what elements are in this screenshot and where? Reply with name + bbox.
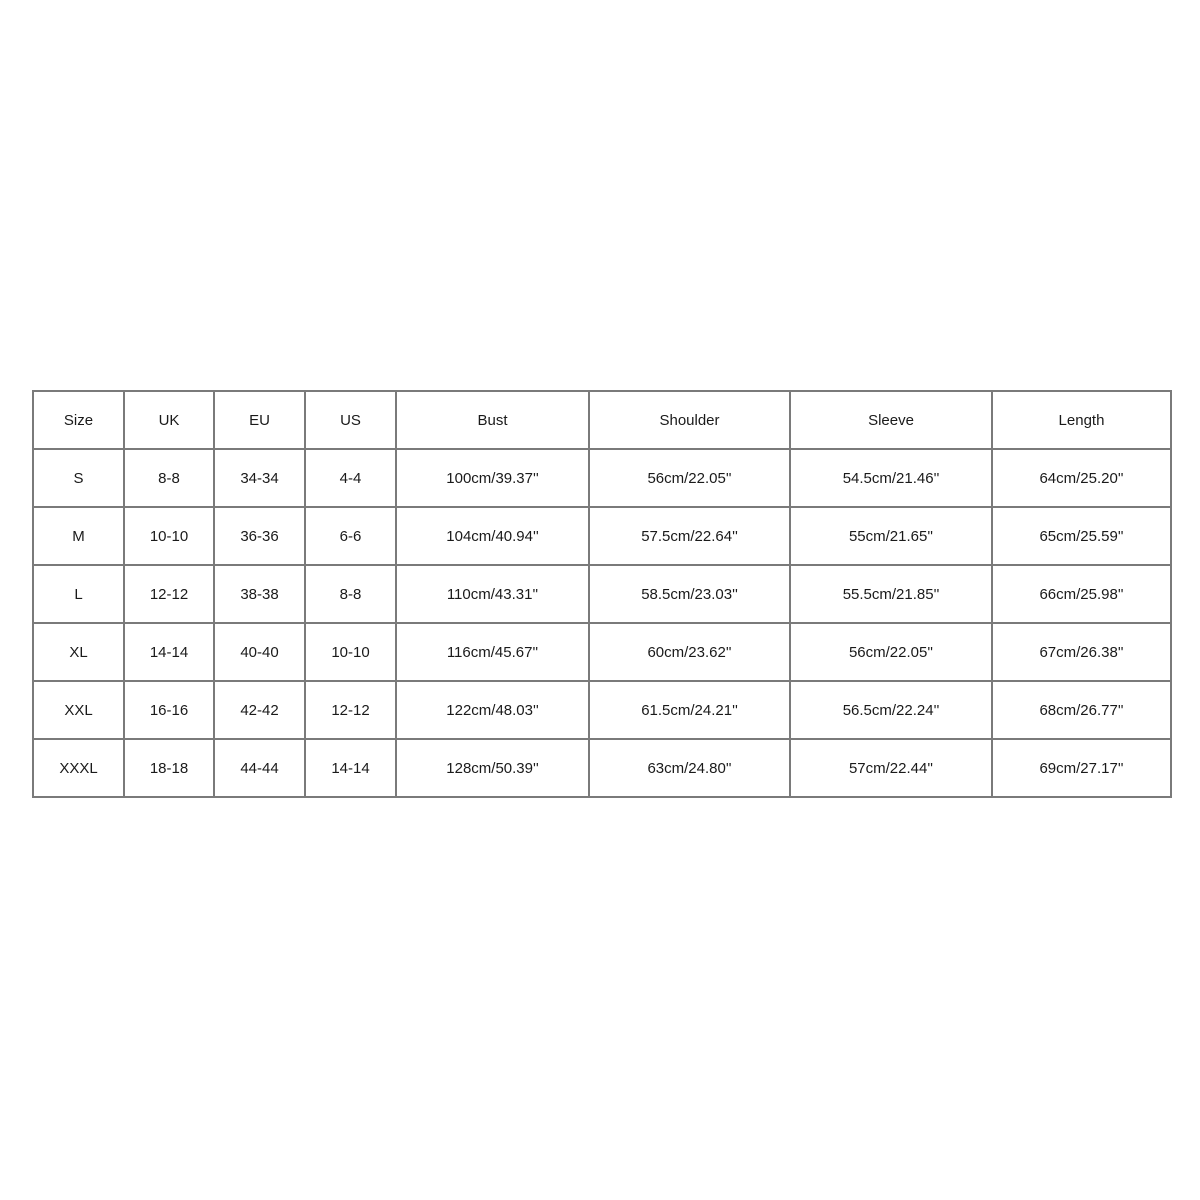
cell-length: 69cm/27.17''	[992, 739, 1171, 797]
cell-eu: 38-38	[214, 565, 305, 623]
cell-eu: 40-40	[214, 623, 305, 681]
cell-uk: 12-12	[124, 565, 214, 623]
cell-size: XL	[33, 623, 124, 681]
cell-us: 12-12	[305, 681, 396, 739]
cell-size: XXXL	[33, 739, 124, 797]
cell-size: M	[33, 507, 124, 565]
header-eu: EU	[214, 391, 305, 449]
header-sleeve: Sleeve	[790, 391, 992, 449]
size-chart-table	[32, 390, 1172, 798]
header-bust: Bust	[396, 391, 589, 449]
cell-length: 64cm/25.20''	[992, 449, 1171, 507]
cell-sleeve: 55cm/21.65''	[790, 507, 992, 565]
cell-shoulder: 61.5cm/24.21''	[589, 681, 790, 739]
cell-sleeve: 56.5cm/22.24''	[790, 681, 992, 739]
table-header	[33, 391, 1171, 449]
cell-uk: 8-8	[124, 449, 214, 507]
table-row	[33, 507, 1171, 565]
cell-eu: 34-34	[214, 449, 305, 507]
cell-us: 10-10	[305, 623, 396, 681]
cell-length: 66cm/25.98''	[992, 565, 1171, 623]
cell-size: S	[33, 449, 124, 507]
header-length: Length	[992, 391, 1171, 449]
header-uk: UK	[124, 391, 214, 449]
cell-shoulder: 57.5cm/22.64''	[589, 507, 790, 565]
cell-shoulder: 63cm/24.80''	[589, 739, 790, 797]
table-row	[33, 565, 1171, 623]
cell-bust: 128cm/50.39''	[396, 739, 589, 797]
cell-us: 8-8	[305, 565, 396, 623]
cell-eu: 36-36	[214, 507, 305, 565]
cell-length: 67cm/26.38''	[992, 623, 1171, 681]
header-size: Size	[33, 391, 124, 449]
cell-size: L	[33, 565, 124, 623]
cell-sleeve: 54.5cm/21.46''	[790, 449, 992, 507]
table-row	[33, 739, 1171, 797]
table-row	[33, 623, 1171, 681]
cell-shoulder: 56cm/22.05''	[589, 449, 790, 507]
header-us: US	[305, 391, 396, 449]
cell-eu: 42-42	[214, 681, 305, 739]
cell-sleeve: 56cm/22.05''	[790, 623, 992, 681]
cell-us: 6-6	[305, 507, 396, 565]
cell-bust: 110cm/43.31''	[396, 565, 589, 623]
header-shoulder: Shoulder	[589, 391, 790, 449]
cell-us: 14-14	[305, 739, 396, 797]
table-body	[33, 449, 1171, 797]
cell-sleeve: 55.5cm/21.85''	[790, 565, 992, 623]
cell-bust: 116cm/45.67''	[396, 623, 589, 681]
cell-sleeve: 57cm/22.44''	[790, 739, 992, 797]
cell-shoulder: 60cm/23.62''	[589, 623, 790, 681]
cell-length: 68cm/26.77''	[992, 681, 1171, 739]
cell-bust: 100cm/39.37''	[396, 449, 589, 507]
cell-length: 65cm/25.59''	[992, 507, 1171, 565]
cell-uk: 16-16	[124, 681, 214, 739]
cell-bust: 104cm/40.94''	[396, 507, 589, 565]
cell-uk: 18-18	[124, 739, 214, 797]
cell-size: XXL	[33, 681, 124, 739]
cell-bust: 122cm/48.03''	[396, 681, 589, 739]
table-row	[33, 681, 1171, 739]
header-row	[33, 391, 1171, 449]
cell-uk: 14-14	[124, 623, 214, 681]
cell-eu: 44-44	[214, 739, 305, 797]
cell-shoulder: 58.5cm/23.03''	[589, 565, 790, 623]
table-row	[33, 449, 1171, 507]
cell-uk: 10-10	[124, 507, 214, 565]
cell-us: 4-4	[305, 449, 396, 507]
